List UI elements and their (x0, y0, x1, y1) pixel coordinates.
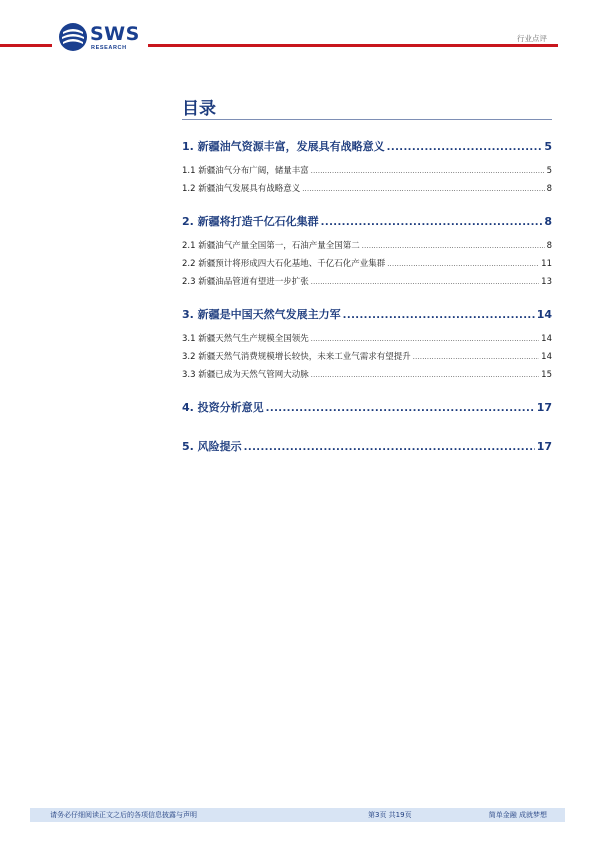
toc-title-rule (182, 119, 552, 120)
toc-entry-page: 14 (541, 334, 552, 344)
toc-entry-page: 8 (544, 215, 552, 228)
toc-title: 目录 (182, 99, 216, 119)
document-type: 行业点评 (517, 34, 547, 43)
toc-entry-page: 14 (536, 308, 552, 321)
toc-entry-3-2[interactable] (182, 350, 552, 362)
toc-entry-1-1[interactable] (182, 164, 552, 176)
toc-entry-label: 1.1 新疆油气分布广阔，储量丰富 (182, 166, 309, 176)
logo-subtitle: RESEARCH (91, 45, 127, 51)
toc-entry-page: 8 (546, 241, 552, 251)
page-header (0, 0, 595, 60)
footer-page-info: 第3页 共19页 (368, 811, 412, 819)
toc-dot-leader (343, 310, 535, 321)
toc-entry-3-1[interactable] (182, 332, 552, 344)
toc-entry-page: 17 (536, 401, 552, 414)
toc-entry-2-2[interactable] (182, 257, 552, 269)
toc-entry-4[interactable] (182, 399, 552, 415)
toc-entry-label: 3.1 新疆天然气生产规模全国领先 (182, 334, 309, 344)
sws-logo-icon (58, 22, 88, 52)
toc-dot-leader (244, 442, 535, 453)
page-footer (30, 808, 565, 822)
toc-entry-label: 1. 新疆油气资源丰富，发展具有战略意义 (182, 140, 385, 153)
toc-entry-page: 5 (546, 166, 552, 176)
toc-dot-leader (413, 353, 539, 361)
toc-entry-label: 3.2 新疆天然气消费规模增长较快，未来工业气需求有望提升 (182, 352, 411, 362)
toc-entry-page: 8 (546, 184, 552, 194)
sws-logo (58, 22, 146, 56)
toc-dot-leader (302, 185, 544, 193)
toc-entry-page: 5 (544, 140, 552, 153)
toc-dot-leader (311, 335, 539, 343)
toc-entry-label: 4. 投资分析意见 (182, 401, 264, 414)
header-rule-left (0, 44, 52, 47)
toc-entry-label: 2.2 新疆预计将形成四大石化基地、千亿石化产业集群 (182, 259, 386, 269)
footer-slogan: 简单金融 成就梦想 (488, 811, 547, 819)
toc-dot-leader (362, 242, 545, 250)
toc-entry-1[interactable] (182, 138, 552, 154)
toc-entry-page: 15 (541, 370, 552, 380)
toc-entry-page: 11 (541, 259, 552, 269)
footer-disclaimer: 请务必仔细阅读正文之后的各项信息披露与声明 (50, 811, 197, 819)
toc-entry-page: 17 (536, 440, 552, 453)
toc-dot-leader (266, 403, 535, 414)
toc-entry-label: 5. 风险提示 (182, 440, 242, 453)
toc-dot-leader (311, 278, 539, 286)
toc-entry-2-1[interactable] (182, 239, 552, 251)
toc-entry-label: 3.3 新疆已成为天然气管网大动脉 (182, 370, 309, 380)
toc-entry-label: 2.1 新疆油气产量全国第一，石油产量全国第二 (182, 241, 360, 251)
toc-entry-label: 2. 新疆将打造千亿石化集群 (182, 215, 319, 228)
logo-text: SWS (90, 23, 140, 45)
toc-entry-3-3[interactable] (182, 368, 552, 380)
toc-entry-label: 2.3 新疆油品管道有望进一步扩张 (182, 277, 309, 287)
toc-dot-leader (387, 260, 539, 268)
toc-dot-leader (311, 167, 545, 175)
toc-dot-leader (311, 371, 539, 379)
toc-entry-label: 1.2 新疆油气发展具有战略意义 (182, 184, 301, 194)
toc-entry-page: 14 (541, 352, 552, 362)
header-rule-right (148, 44, 558, 47)
toc-entry-label: 3. 新疆是中国天然气发展主力军 (182, 308, 341, 321)
toc-entry-2[interactable] (182, 213, 552, 229)
toc-entry-2-3[interactable] (182, 275, 552, 287)
toc-dot-leader (321, 217, 543, 228)
toc-entry-1-2[interactable] (182, 182, 552, 194)
toc-entry-page: 13 (541, 277, 552, 287)
toc-dot-leader (387, 142, 543, 153)
toc-entry-5[interactable] (182, 438, 552, 454)
toc-entry-3[interactable] (182, 306, 552, 322)
